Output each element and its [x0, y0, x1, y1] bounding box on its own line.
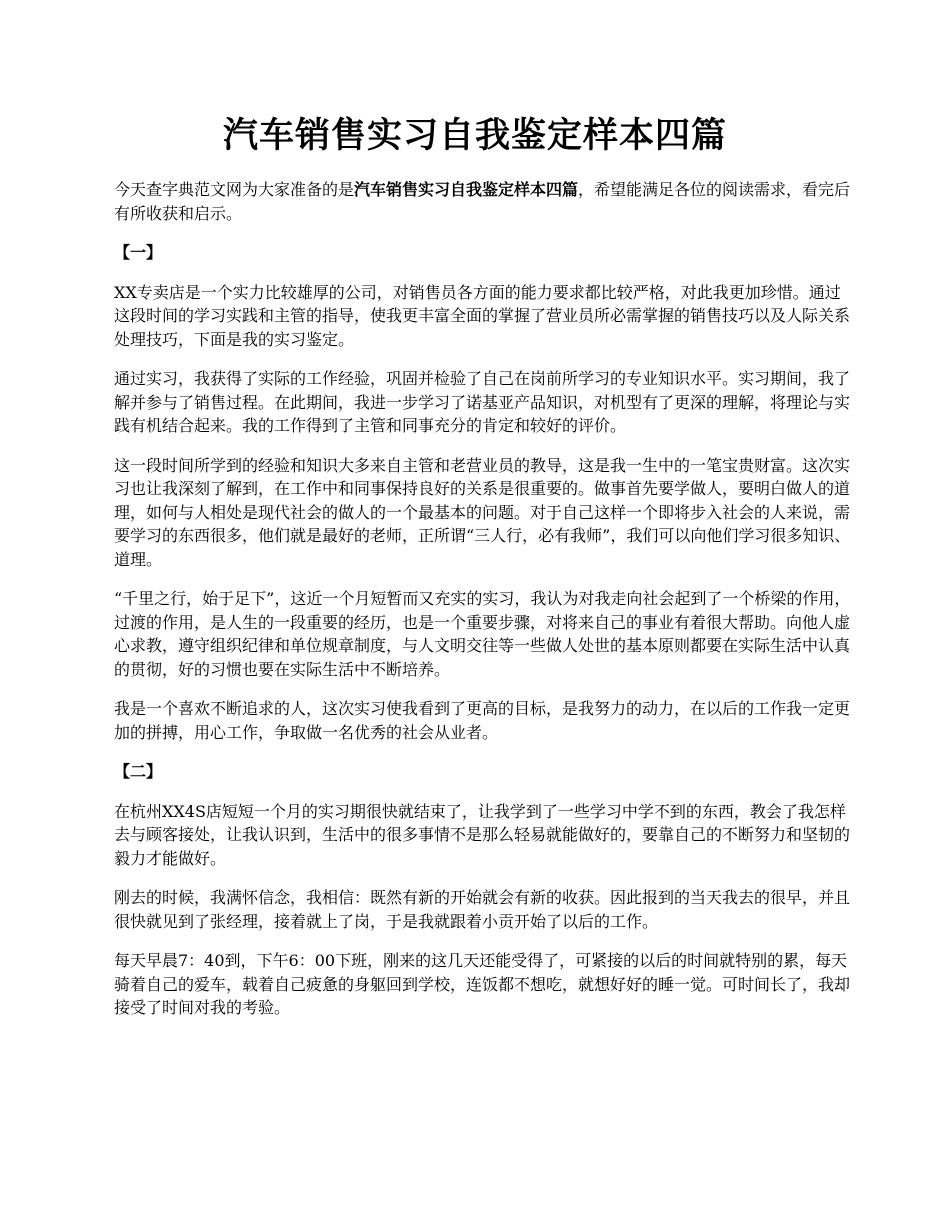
- section-heading-1: 【一】: [114, 243, 163, 262]
- document-title: 汽车销售实习自我鉴定样本四篇: [222, 116, 727, 156]
- section-1-paragraph-4: “千里之行，始于足下”，这近一个月短暂而又充实的实习，我认为对我走向社会起到了一个桥梁的作用，过渡的作用，是人生的一段重要的经历，也是一个重要步骤，对将来自己的事业有着很大帮助。向他人虚心求教，遵守组织纪律和单位规章制度，与人文明交往等一些做人处世的基本原则都要在实际生活中认真的贯彻，好的习惯也要在实际生活中不断培养。: [114, 589, 851, 679]
- document-body: [114, 178, 854, 1036]
- section-2-paragraph-1: 在杭州XX4S店短短一个月的实习期很快就结束了，让我学到了一些学习中学不到的东西，教会了我怎样去与顾客接处，让我认识到，生活中的很多事情不是那么轻易就能做好的，要靠自己的不断努力和坚韧的毅力才能做好。: [114, 801, 851, 868]
- section-1-paragraph-2: 通过实习，我获得了实际的工作经验，巩固并检验了自己在岗前所学习的专业知识水平。实习期间，我了解并参与了销售过程。在此期间，我进一步学习了诺基亚产品知识，对机型有了更深的理解，将理论与实践有机结合起来。我的工作得到了主管和同事充分的肯定和较好的评价。: [114, 369, 851, 435]
- section-1-paragraph-5: 我是一个喜欢不断追求的人，这次实习使我看到了更高的目标，是我努力的动力，在以后的工作我一定更加的拼搏，用心工作，争取做一名优秀的社会从业者。: [114, 699, 851, 742]
- intro-bold-title: 汽车销售实习自我鉴定样本四篇: [354, 180, 579, 199]
- section-2-paragraph-2: 刚去的时候，我满怀信念，我相信：既然有新的开始就会有新的收获。因此报到的当天我去的很早，并且很快就见到了张经理，接着就上了岗，于是我就跟着小贡开始了以后的工作。: [114, 888, 851, 931]
- intro-suffix: ，希望能满足各位的阅读需求，看完后有所收获和启示。: [114, 180, 851, 223]
- section-1-paragraph-1: XX专卖店是一个实力比较雄厚的公司，对销售员各方面的能力要求都比较严格，对此我更加珍惜。通过这段时间的学习实践和主管的指导，使我更丰富全面的掌握了营业员所必需掌握的销售技巧以及人际关系处理技巧，下面是我的实习鉴定。: [114, 282, 851, 349]
- section-heading-2: 【二】: [114, 762, 163, 781]
- section-2-paragraph-3: 每天早晨7：40到，下午6：00下班，刚来的这几天还能受得了，可紧接的以后的时间就特别的累，每天骑着自己的爱车，载着自己疲惫的身躯回到学校，连饭都不想吃，就想好好的睡一觉。可时间长了，我却接受了时间对我的考验。: [114, 951, 851, 1017]
- section-1-paragraph-3: 这一段时间所学到的经验和知识大多来自主管和老营业员的教导，这是我一生中的一笔宝贵财富。这次实习也让我深刻了解到，在工作中和同事保持良好的关系是很重要的。做事首先要学做人，要明白做人的道理，如何与人相处是现代社会的做人的一个最基本的问题。对于自己这样一个即将步入社会的人来说，需要学习的东西很多，他们就是最好的老师，正所谓“三人行，必有我师”，我们可以向他们学习很多知识、道理。: [114, 455, 851, 569]
- intro-paragraph: [114, 178, 854, 225]
- intro-prefix: 今天查字典范文网为大家准备的是: [114, 180, 355, 199]
